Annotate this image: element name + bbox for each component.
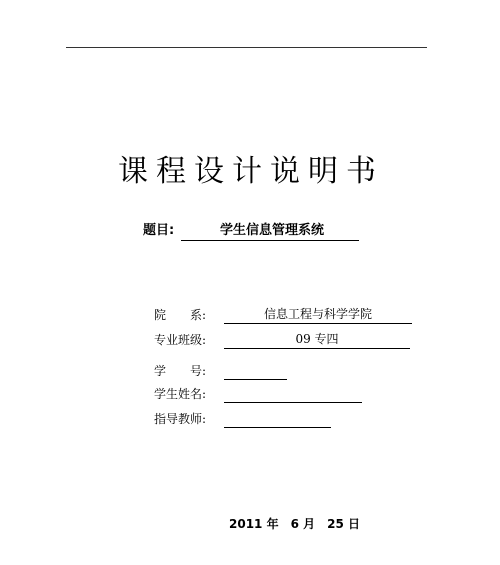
field-label: 专业班级:	[154, 333, 207, 347]
field-value: 09 专四	[224, 331, 410, 349]
field-value	[224, 385, 362, 403]
topic-value: 学生信息管理系统	[181, 222, 359, 241]
topic-label: 题目:	[143, 223, 175, 238]
field-student-name	[154, 385, 434, 403]
field-department	[154, 306, 434, 324]
document-title: 课程设计说明书	[118, 154, 384, 189]
field-label: 学生姓名:	[154, 387, 207, 401]
field-label: 学 号:	[154, 364, 207, 378]
field-value	[224, 410, 331, 428]
field-class	[154, 331, 434, 349]
document-date: 2011 年 6 月 25 日	[229, 517, 360, 531]
header-rule	[66, 47, 427, 48]
field-value	[224, 362, 287, 380]
field-label: 院 系:	[154, 308, 207, 322]
field-label: 指导教师:	[154, 412, 207, 426]
field-student-id	[154, 362, 434, 380]
field-value: 信息工程与科学学院	[224, 306, 412, 324]
field-advisor	[154, 410, 434, 428]
